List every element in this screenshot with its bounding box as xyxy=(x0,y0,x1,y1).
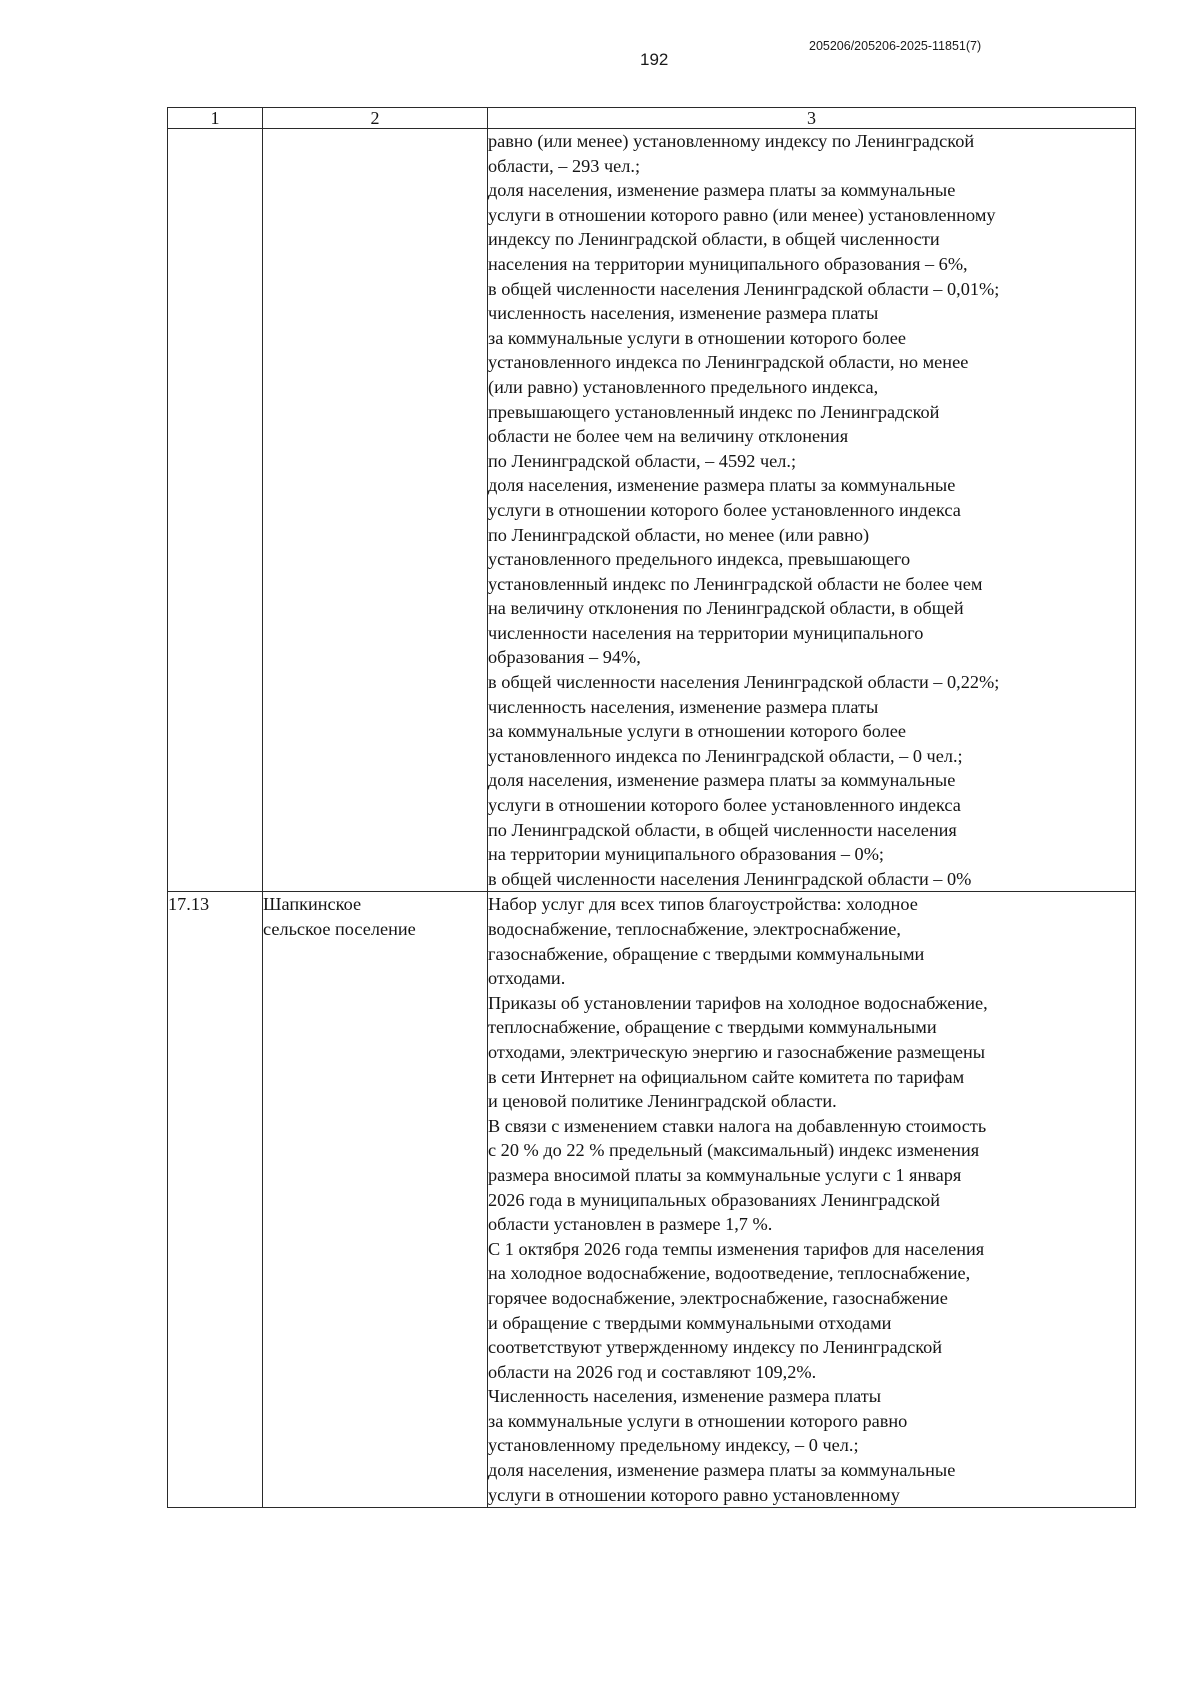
text-line: области не более чем на величину отклонения xyxy=(488,426,849,447)
text-line: Набор услуг для всех типов благоустройства: холодное xyxy=(488,894,918,915)
text-line: размера вносимой платы за коммунальные услуги с 1 января xyxy=(488,1164,962,1185)
description-cell xyxy=(488,129,1136,892)
text-line: В связи с изменением ставки налога на добавленную стоимость xyxy=(488,1115,987,1136)
row-number-cell: 17.13 xyxy=(168,892,263,1508)
text-line: в общей численности населения Ленинградской области – 0,01%; xyxy=(488,278,1000,299)
row-number-cell xyxy=(168,129,263,892)
text-line: газоснабжение, обращение с твердыми коммунальными xyxy=(488,943,925,964)
municipality-name-line: сельское поселение xyxy=(263,919,416,939)
column-header-1: 1 xyxy=(168,108,263,129)
text-line: равно (или менее) установленному индексу по Ленинградской xyxy=(488,131,975,151)
text-line: установленному предельному индексу, – 0 чел.; xyxy=(488,1435,859,1456)
text-line: по Ленинградской области, но менее (или равно) xyxy=(488,524,870,545)
table-row xyxy=(168,129,1136,892)
text-line: услуги в отношении которого равно (или менее) установленному xyxy=(488,204,996,225)
text-line: (или равно) установленного предельного индекса, xyxy=(488,376,879,397)
text-line: установленного предельного индекса, превышающего xyxy=(488,549,911,570)
text-line: установленного индекса по Ленинградской области, но менее xyxy=(488,352,969,373)
text-line: и ценовой политике Ленинградской области. xyxy=(488,1091,837,1112)
text-line: услуги в отношении которого равно установленному xyxy=(488,1484,900,1505)
text-line: за коммунальные услуги в отношении которого равно xyxy=(488,1410,908,1431)
text-line: по Ленинградской области, в общей численности населения xyxy=(488,819,957,840)
table-header-row xyxy=(168,108,1136,129)
text-line: доля населения, изменение размера платы за коммунальные xyxy=(488,1460,956,1481)
text-line: доля населения, изменение размера платы за коммунальные xyxy=(488,475,956,496)
column-header-2: 2 xyxy=(263,108,488,129)
table-row xyxy=(168,892,1136,1508)
text-line: горячее водоснабжение, электроснабжение, газоснабжение xyxy=(488,1287,948,1308)
text-line: установленный индекс по Ленинградской области не более чем xyxy=(488,573,983,594)
text-line: в сети Интернет на официальном сайте комитета по тарифам xyxy=(488,1066,965,1087)
text-line: и обращение с твердыми коммунальными отходами xyxy=(488,1312,892,1333)
page-number: 192 xyxy=(640,50,669,69)
text-line: на величину отклонения по Ленинградской области, в общей xyxy=(488,598,964,619)
text-line: области, – 293 чел.; xyxy=(488,155,641,176)
text-line: Численность населения, изменение размера платы xyxy=(488,1386,882,1407)
text-line: отходами, электрическую энергию и газоснабжение размещены xyxy=(488,1041,986,1062)
text-line: с 20 % до 22 % предельный (максимальный) индекс изменения xyxy=(488,1140,980,1161)
text-line: образования – 94%, xyxy=(488,647,641,668)
text-line: на территории муниципального образования – 0%; xyxy=(488,844,885,865)
text-line: по Ленинградской области, – 4592 чел.; xyxy=(488,450,797,471)
text-line: водоснабжение, теплоснабжение, электроснабжение, xyxy=(488,919,901,939)
text-line: соответствуют утвержденному индексу по Ленинградской xyxy=(488,1337,943,1358)
text-line: области установлен в размере 1,7 %. xyxy=(488,1214,773,1235)
text-line: индексу по Ленинградской области, в общей численности xyxy=(488,229,940,250)
text-line: превышающего установленный индекс по Ленинградской xyxy=(488,401,940,422)
document-id: 205206/205206-2025-11851(7) xyxy=(809,39,982,53)
text-line: Приказы об установлении тарифов на холодное водоснабжение, xyxy=(488,992,988,1013)
text-line: доля населения, изменение размера платы за коммунальные xyxy=(488,770,956,791)
text-line: в общей численности населения Ленинградской области – 0% xyxy=(488,868,972,889)
text-line: области на 2026 год и составляют 109,2%. xyxy=(488,1361,817,1382)
text-line: услуги в отношении которого более установленного индекса xyxy=(488,795,961,816)
text-line: отходами. xyxy=(488,968,566,989)
municipality-cell xyxy=(263,129,488,892)
text-line: численность населения, изменение размера платы xyxy=(488,696,879,717)
tariff-table xyxy=(167,107,1136,1508)
description-cell xyxy=(488,892,1136,1508)
column-header-3: 3 xyxy=(488,108,1136,129)
text-line: численности населения на территории муниципального xyxy=(488,622,924,643)
text-line: С 1 октября 2026 года темпы изменения тарифов для населения xyxy=(488,1238,985,1259)
text-line: на холодное водоснабжение, водоотведение, теплоснабжение, xyxy=(488,1263,971,1284)
text-line: за коммунальные услуги в отношении которого более xyxy=(488,721,907,742)
text-line: 2026 года в муниципальных образованиях Ленинградской xyxy=(488,1189,941,1210)
municipality-name-line: Шапкинское xyxy=(263,894,362,915)
text-line: теплоснабжение, обращение с твердыми коммунальными xyxy=(488,1017,937,1038)
text-line: за коммунальные услуги в отношении которого более xyxy=(488,327,907,348)
municipality-cell xyxy=(263,892,488,1508)
text-line: установленного индекса по Ленинградской области, – 0 чел.; xyxy=(488,745,963,766)
text-line: численность населения, изменение размера платы xyxy=(488,303,879,324)
text-line: в общей численности населения Ленинградской области – 0,22%; xyxy=(488,672,1000,693)
text-line: населения на территории муниципального образования – 6%, xyxy=(488,253,968,274)
text-line: доля населения, изменение размера платы за коммунальные xyxy=(488,180,956,201)
text-line: услуги в отношении которого более установленного индекса xyxy=(488,499,961,520)
